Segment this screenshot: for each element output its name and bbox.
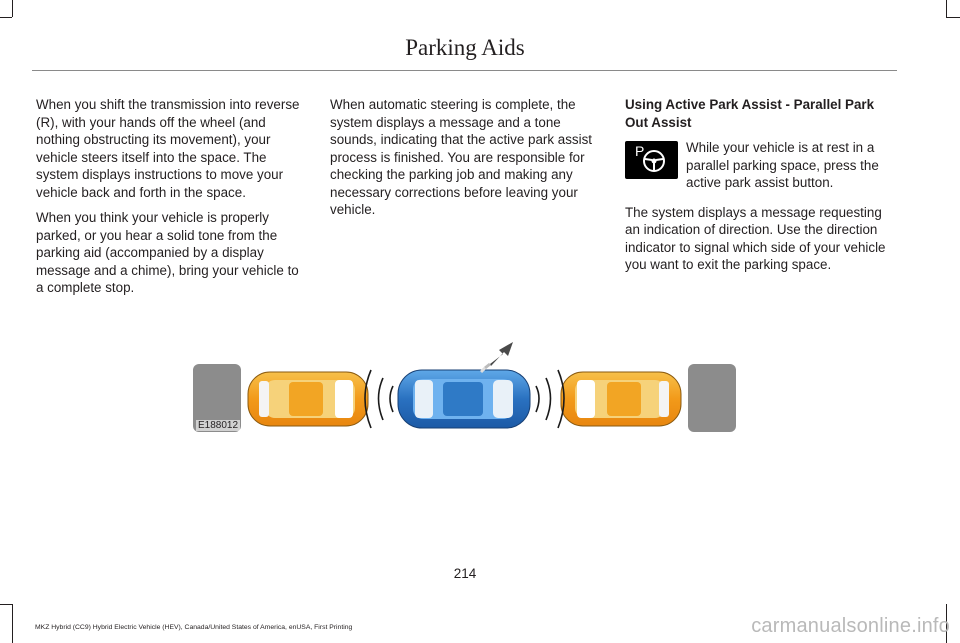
page-title: Parking Aids (405, 35, 525, 60)
curb-block-right (688, 364, 736, 432)
paragraph: The system displays a message requesting an indication of direction. Use the direction indicator to signal which side of your vehicle you want to exit the parking space. (625, 204, 886, 272)
paragraph: When you shift the transmission into reverse (R), with your hands off the wheel (and nothing obstructing its movement), your vehicle steers itself into the space. The system displays instructions to move your vehicle back and forth in the space. (36, 97, 300, 200)
crop-mark-top-right-v (946, 0, 947, 17)
crop-mark-bottom-left-h (0, 604, 12, 605)
right-column (625, 96, 897, 282)
section-heading: Using Active Park Assist - Parallel Park Out Assist (625, 97, 875, 130)
exiting-car-icon (398, 370, 530, 428)
paragraph: While your vehicle is at rest in a parallel parking space, press the active park assist button. (686, 140, 879, 190)
icon-row (625, 139, 897, 192)
header-rule (32, 70, 897, 71)
paragraph: When automatic steering is complete, the system displays a message and a tone sounds, indicating that the active park assist process is finished. You are responsible for checking the parking job and making any necessary corrections before leaving your vehicle. (330, 97, 593, 217)
middle-column (330, 96, 602, 227)
crop-mark-top-left-h (0, 17, 12, 18)
crop-mark-bottom-left-v (12, 604, 13, 643)
watermark: carmanualsonline.info (751, 615, 950, 637)
svg-text:P: P (634, 143, 644, 159)
figure-id: E188012 (198, 420, 239, 431)
crop-mark-top-right-h (946, 17, 960, 18)
parked-car-icon (248, 372, 368, 426)
active-park-assist-button-icon (625, 141, 678, 179)
paragraph: When you think your vehicle is properly parked, or you hear a solid tone from the parking aid (accompanied by a display message and a chime), bring your vehicle to a complete stop. (36, 210, 299, 295)
left-column (36, 96, 308, 305)
parallel-park-out-illustration (193, 334, 736, 432)
footer-text: MKZ Hybrid (CC9) Hybrid Electric Vehicle (HEV), Canada/United States of America, enUSA, First Printing (35, 624, 353, 631)
exit-direction-arrow-icon (481, 342, 513, 372)
page-number: 214 (453, 566, 477, 581)
parked-car-icon (561, 372, 681, 426)
crop-mark-top-left-v (12, 0, 13, 17)
